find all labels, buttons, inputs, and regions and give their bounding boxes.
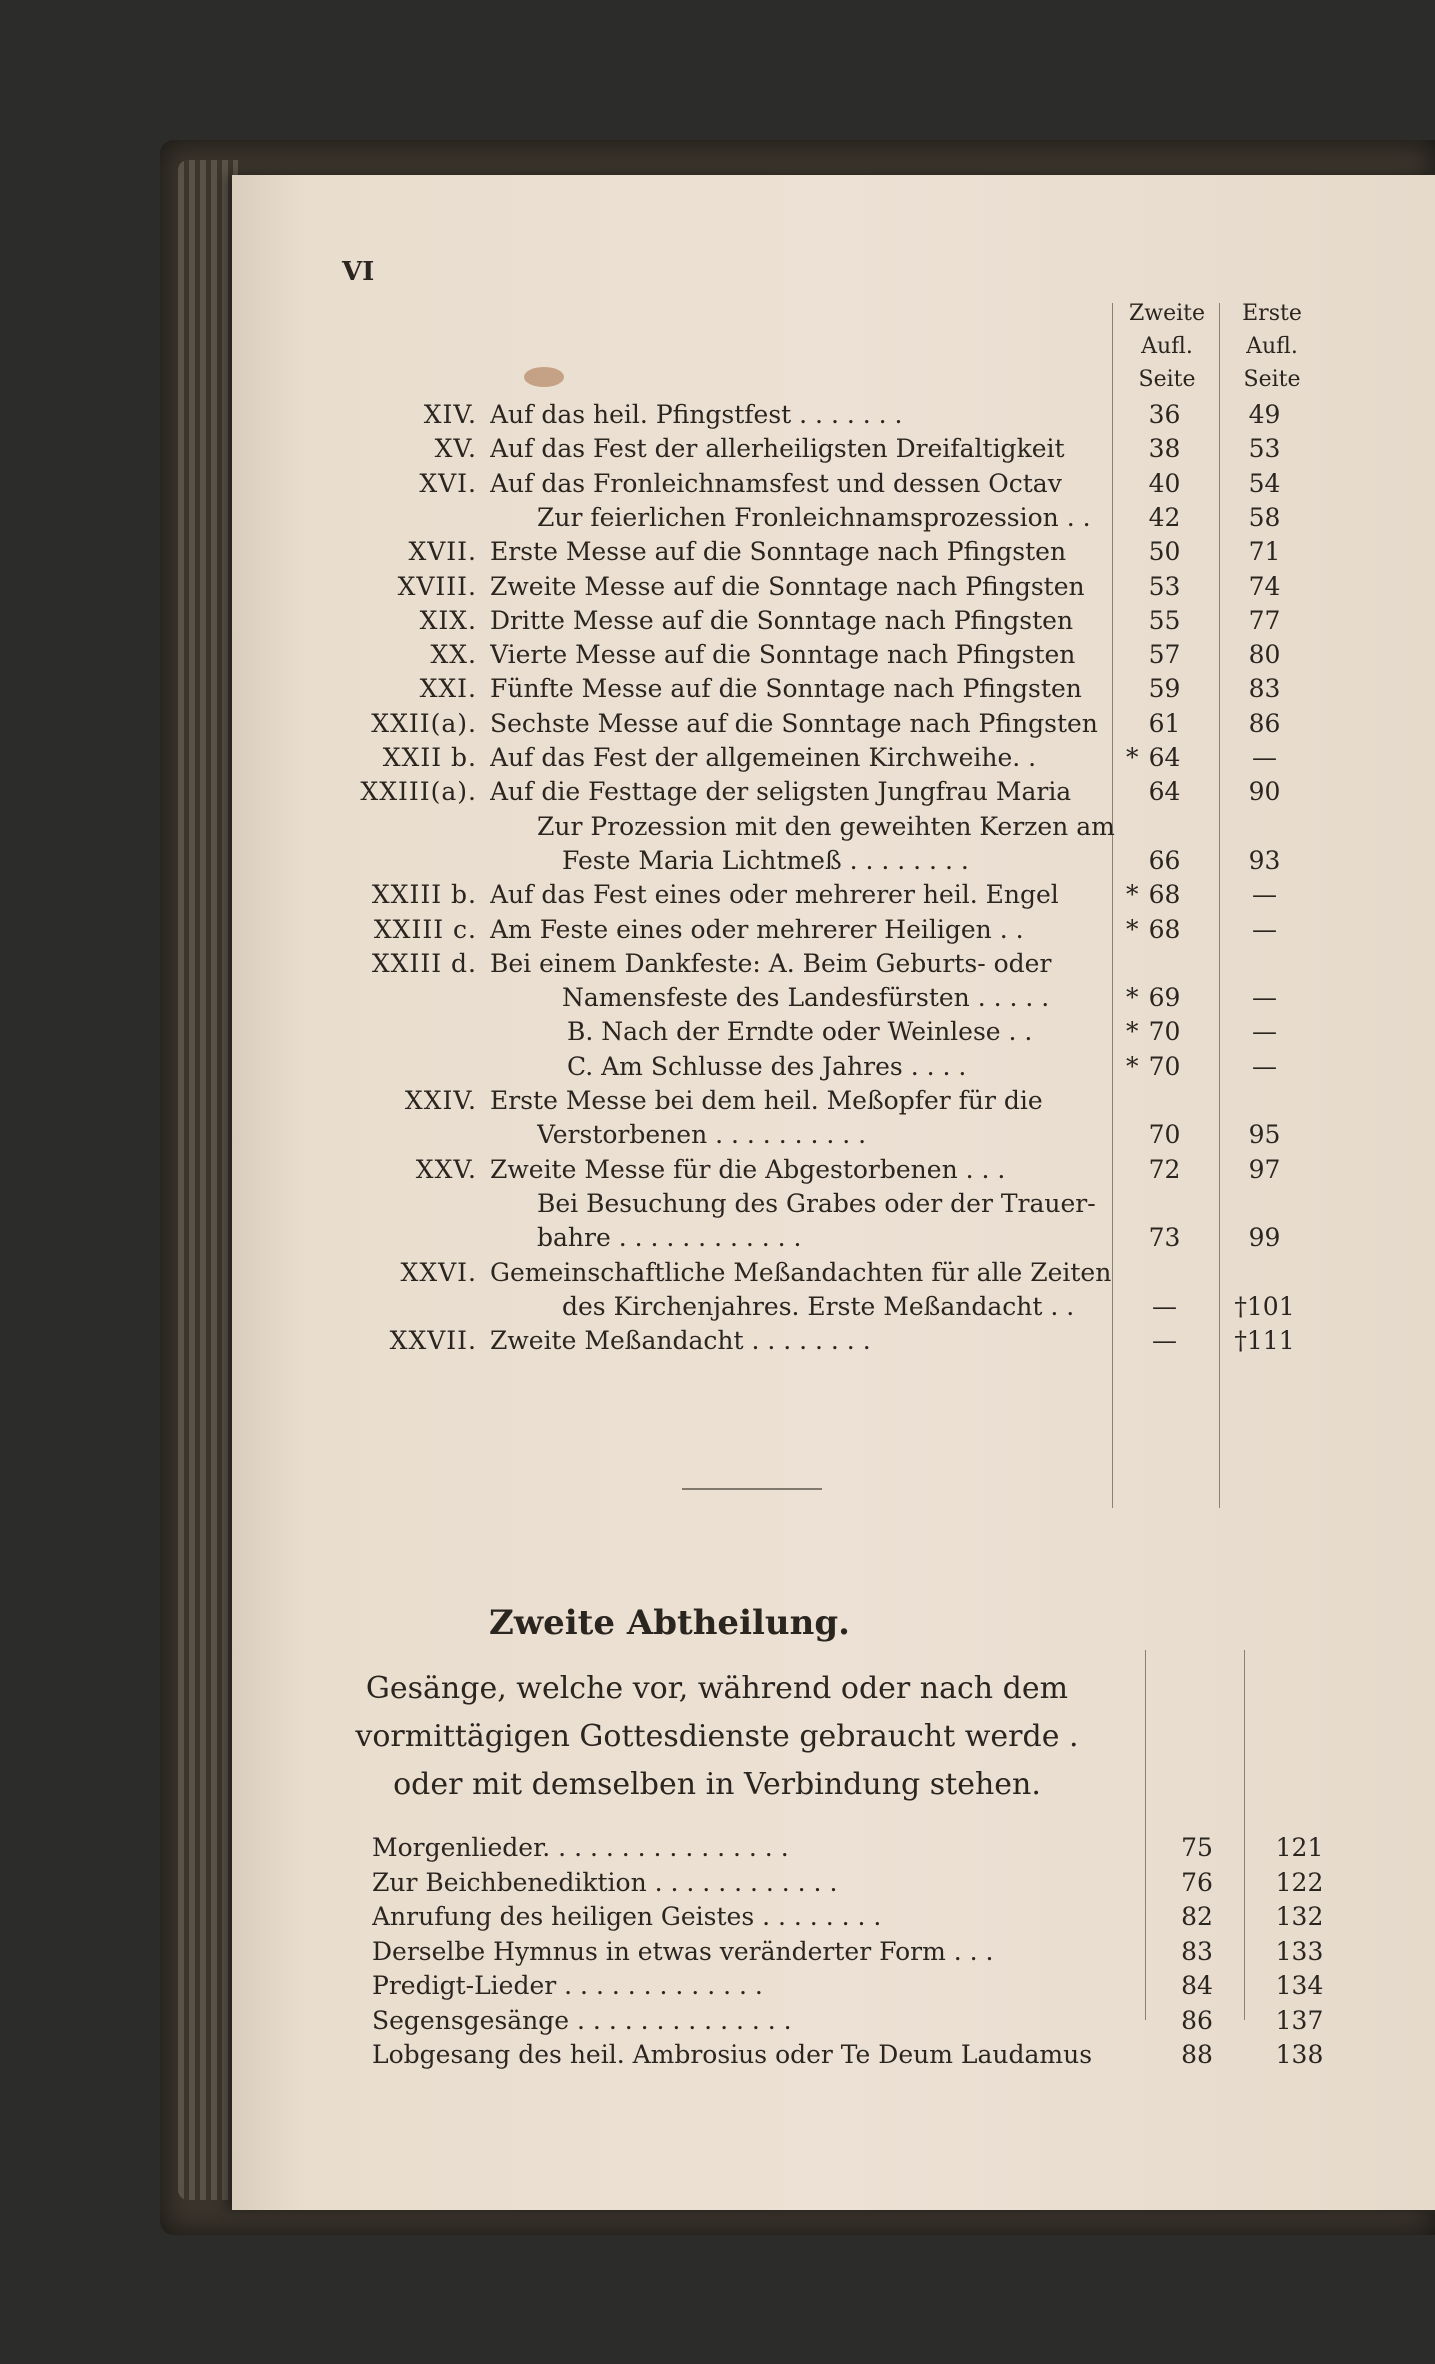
entry-number: XIV.: [423, 400, 477, 429]
entry-title: Sechste Messe auf die Sonntage nach Pfingsten: [490, 708, 1098, 738]
page-first-edition: †111: [1234, 1326, 1295, 1356]
toc-entry: [232, 709, 1435, 743]
toc-entry: [232, 2040, 1435, 2074]
entry-title: Dritte Messe auf die Sonntage nach Pfingsten: [490, 605, 1074, 635]
toc-entry: [232, 2006, 1435, 2040]
toc-entry: [232, 1326, 1435, 1360]
entry-title: Derselbe Hymnus in etwas veränderter Form . . .: [372, 1936, 994, 1966]
page-first-edition: 74: [1248, 571, 1281, 601]
entry-number: XXVI.: [400, 1257, 477, 1287]
toc-entry: [232, 503, 1435, 537]
toc-entry: [232, 1120, 1435, 1154]
new-entry-asterisk: *: [1126, 983, 1139, 1013]
entry-title: Predigt-Lieder . . . . . . . . . . . . .: [372, 1971, 763, 2000]
book-page: [232, 175, 1435, 2210]
toc-entry: [232, 537, 1435, 571]
entry-title: Auf das Fest eines oder mehrerer heil. Engel: [490, 880, 1059, 910]
page-first-edition: 134: [1275, 1971, 1324, 2000]
entry-title: bahre . . . . . . . . . . . .: [537, 1223, 802, 1253]
page-first-edition: 93: [1248, 845, 1281, 875]
column-header-first-edition: [1227, 297, 1317, 396]
section-subtitle: Gesänge, welche vor, während oder nach dem vormittägigen Gottesdienste gebraucht werde . oder mit demselben in Verbindung stehen.: [355, 1671, 1079, 1802]
page-second-edition: 70: [1148, 1120, 1181, 1150]
entry-title: Bei Besuchung des Grabes oder der Trauer-: [537, 1188, 1096, 1218]
entry-number: XXII(a).: [371, 708, 477, 738]
page-first-edition: 138: [1275, 2040, 1324, 2069]
entry-title: Namensfeste des Landesfürsten . . . . .: [562, 983, 1050, 1013]
toc-entry: [232, 949, 1435, 983]
entry-number: XVII.: [408, 537, 477, 567]
toc-entry: [232, 400, 1435, 434]
new-entry-asterisk: *: [1126, 743, 1139, 772]
entry-title: Segensgesänge . . . . . . . . . . . . . .: [372, 2005, 792, 2035]
entry-title: Zweite Messe auf die Sonntage nach Pfingsten: [490, 571, 1085, 601]
toc-entry: [232, 674, 1435, 708]
page-second-edition: —: [1152, 1326, 1177, 1356]
entry-title: Lobgesang des heil. Ambrosius oder Te Deum Laudamus: [372, 2040, 1093, 2069]
entry-title: Bei einem Dankfeste: A. Beim Geburts- oder: [490, 948, 1052, 978]
page-first-edition: —: [1252, 1051, 1277, 1081]
page-second-edition: 68: [1148, 880, 1181, 910]
entry-number: XXIV.: [404, 1086, 477, 1115]
toc-entry: [232, 743, 1435, 777]
page-second-edition: 70: [1148, 1051, 1181, 1081]
page-first-edition: †101: [1234, 1291, 1295, 1321]
entry-title: B. Nach der Erndte oder Weinlese . .: [567, 1017, 1033, 1047]
entry-number: XXIII c.: [373, 914, 477, 944]
entry-title: Vierte Messe auf die Sonntage nach Pfingsten: [490, 640, 1076, 670]
entry-title: Zweite Messe für die Abgestorbenen . . .: [490, 1154, 1006, 1184]
page-second-edition: —: [1152, 1291, 1177, 1321]
page-first-edition: 71: [1248, 537, 1281, 567]
entry-title: Fünfte Messe auf die Sonntage nach Pfingsten: [490, 674, 1082, 704]
page-second-edition: 64: [1148, 743, 1181, 772]
page-second-edition: 64: [1148, 777, 1181, 807]
page-number: VI: [342, 257, 375, 287]
page-second-edition: 61: [1148, 708, 1181, 738]
entry-number: XIX.: [419, 605, 477, 635]
page-first-edition: 54: [1248, 468, 1281, 498]
toc-entry: [232, 469, 1435, 503]
toc-entry: [232, 1292, 1435, 1326]
entry-title: Erste Messe auf die Sonntage nach Pfingsten: [490, 537, 1067, 567]
page-first-edition: —: [1252, 914, 1277, 944]
column-header-second-edition: [1112, 297, 1222, 396]
page-first-edition: 99: [1248, 1223, 1281, 1253]
entry-number: XX.: [430, 640, 477, 670]
page-first-edition: 97: [1248, 1154, 1281, 1184]
page-second-edition: 69: [1148, 983, 1181, 1013]
new-entry-asterisk: *: [1126, 914, 1139, 944]
entry-number: XVIII.: [397, 571, 477, 601]
entry-title: Zur feierlichen Fronleichnamsprozession . .: [537, 502, 1091, 532]
toc-entry: [232, 572, 1435, 606]
entry-title: Verstorbenen . . . . . . . . . .: [537, 1120, 867, 1150]
header-line: Erste: [1242, 301, 1302, 326]
toc-entry: [232, 777, 1435, 811]
entry-title: Zur Beichbenediktion . . . . . . . . . . . .: [372, 1867, 838, 1897]
page-first-edition: 80: [1248, 640, 1281, 670]
entry-title: Zweite Meßandacht . . . . . . . .: [490, 1326, 871, 1356]
page-second-edition: 66: [1148, 845, 1181, 875]
page-first-edition: 122: [1275, 1867, 1324, 1897]
separator-rule: [682, 1488, 822, 1490]
page-second-edition: 57: [1148, 640, 1181, 670]
page-second-edition: 40: [1148, 468, 1181, 498]
page-second-edition: 68: [1148, 914, 1181, 944]
page-first-edition: 53: [1248, 434, 1281, 464]
toc-entry: [232, 1868, 1435, 1902]
page-first-edition: 121: [1275, 1833, 1324, 1862]
toc-entry: [232, 1017, 1435, 1051]
toc-entry: [232, 846, 1435, 880]
entry-title: Am Feste eines oder mehrerer Heiligen . .: [490, 914, 1024, 944]
toc-entry: [232, 1155, 1435, 1189]
entry-title: Zur Prozession mit den geweihten Kerzen am: [537, 811, 1115, 841]
header-line: Aufl.: [1141, 334, 1193, 359]
toc-entry: [232, 915, 1435, 949]
toc-entry: [232, 1902, 1435, 1936]
toc-entry: [232, 606, 1435, 640]
section-heading: Zweite Abtheilung.: [489, 1603, 850, 1643]
entry-title: Auf das Fronleichnamsfest und dessen Octav: [490, 468, 1062, 498]
entry-number: XXI.: [419, 674, 477, 704]
toc-entry: [232, 1971, 1435, 2005]
entry-title: Auf das Fest der allerheiligsten Dreifaltigkeit: [490, 434, 1065, 464]
toc-entry: [232, 434, 1435, 468]
entry-title: des Kirchenjahres. Erste Meßandacht . .: [562, 1291, 1075, 1321]
toc-entry: [232, 1833, 1435, 1867]
page-second-edition: 86: [1181, 2005, 1213, 2035]
new-entry-asterisk: *: [1126, 880, 1139, 910]
toc-entry: [232, 983, 1435, 1017]
page-second-edition: 72: [1148, 1154, 1181, 1184]
page-second-edition: 38: [1148, 434, 1181, 464]
ink-stain: [524, 367, 564, 387]
toc-entry: [232, 1258, 1435, 1292]
page-second-edition: 82: [1181, 1902, 1213, 1931]
page-second-edition: 75: [1181, 1833, 1213, 1862]
page-edges: [178, 160, 238, 2200]
header-line: Seite: [1243, 367, 1301, 392]
entry-title: Feste Maria Lichtmeß . . . . . . . .: [562, 845, 969, 875]
page-second-edition: 55: [1148, 605, 1181, 635]
toc-entry: [232, 640, 1435, 674]
toc-entry: [232, 1086, 1435, 1120]
page-first-edition: —: [1252, 743, 1277, 772]
entry-number: XXIII(a).: [360, 777, 477, 807]
entry-number: XVI.: [419, 468, 477, 498]
page-second-edition: 84: [1181, 1971, 1213, 2000]
page-first-edition: 90: [1248, 777, 1281, 807]
page-second-edition: 59: [1148, 674, 1181, 704]
page-first-edition: —: [1252, 983, 1277, 1013]
entry-number: XXV.: [415, 1154, 477, 1184]
entry-number: XXVII.: [389, 1326, 477, 1356]
toc-entry: [232, 1937, 1435, 1971]
page-second-edition: 53: [1148, 571, 1181, 601]
toc-entry: [232, 1052, 1435, 1086]
page-first-edition: 137: [1275, 2005, 1324, 2035]
page-second-edition: 70: [1148, 1017, 1181, 1047]
page-first-edition: 83: [1248, 674, 1281, 704]
entry-title: Gemeinschaftliche Meßandachten für alle Zeiten: [490, 1257, 1112, 1287]
entry-title: Morgenlieder. . . . . . . . . . . . . . . .: [372, 1833, 789, 1862]
entry-title: Auf das heil. Pfingstfest . . . . . . .: [490, 400, 903, 429]
page-first-edition: —: [1252, 880, 1277, 910]
page-second-edition: 36: [1148, 400, 1181, 429]
page-first-edition: —: [1252, 1017, 1277, 1047]
header-line: Seite: [1138, 367, 1196, 392]
page-second-edition: 73: [1148, 1223, 1181, 1253]
entry-title: Auf das Fest der allgemeinen Kirchweihe. .: [490, 743, 1037, 772]
toc-entry: [232, 880, 1435, 914]
entry-title: Auf die Festtage der seligsten Jungfrau Maria: [490, 777, 1072, 807]
page-first-edition: 133: [1275, 1936, 1324, 1966]
entry-title: Anrufung des heiligen Geistes . . . . . . . .: [372, 1902, 882, 1931]
new-entry-asterisk: *: [1126, 1017, 1139, 1047]
header-line: Zweite: [1128, 301, 1206, 326]
entry-number: XXIII d.: [371, 948, 477, 978]
entry-number: XXII b.: [382, 743, 477, 772]
toc-entry: [232, 812, 1435, 846]
page-first-edition: 132: [1275, 1902, 1324, 1931]
page-second-edition: 42: [1148, 502, 1181, 532]
page-first-edition: 95: [1248, 1120, 1281, 1150]
entry-number: XV.: [434, 434, 477, 464]
entry-number: XXIII b.: [371, 880, 477, 910]
page-second-edition: 88: [1181, 2040, 1213, 2069]
toc-entry: [232, 1189, 1435, 1223]
page-first-edition: 49: [1248, 400, 1281, 429]
page-second-edition: 50: [1148, 537, 1181, 567]
page-first-edition: 86: [1248, 708, 1281, 738]
page-second-edition: 76: [1181, 1867, 1213, 1897]
toc-entry: [232, 1223, 1435, 1257]
page-second-edition: 83: [1181, 1936, 1213, 1966]
header-line: Aufl.: [1246, 334, 1298, 359]
entry-title: C. Am Schlusse des Jahres . . . .: [567, 1051, 967, 1081]
page-first-edition: 58: [1248, 502, 1281, 532]
entry-title: Erste Messe bei dem heil. Meßopfer für die: [490, 1086, 1043, 1115]
page-first-edition: 77: [1248, 605, 1281, 635]
new-entry-asterisk: *: [1126, 1051, 1139, 1081]
